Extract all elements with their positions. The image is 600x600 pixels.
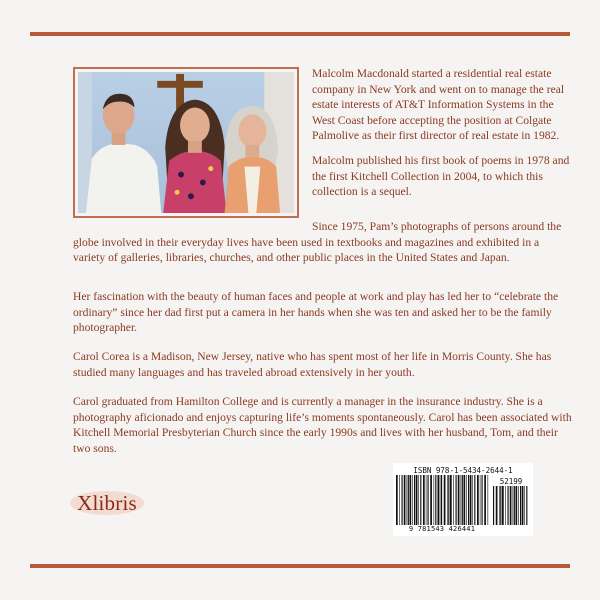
- barcode-bar: [435, 475, 436, 525]
- barcode-bar: [416, 475, 418, 525]
- barcode-bar: [514, 486, 515, 525]
- barcode-bar: [444, 475, 446, 525]
- xlibris-logo: [68, 487, 146, 519]
- barcode-bar: [474, 475, 475, 525]
- barcode-bar: [466, 475, 467, 525]
- top-rule: [30, 32, 570, 36]
- barcode-bar: [408, 475, 409, 525]
- bio-paragraph-pam-fascination: Her fascination with the beauty of human faces and people at work and play has led her to “celebrate the ordinary” since her dad first put a camera in her hands when she was ten and asked her to be the family photographer.: [73, 290, 559, 335]
- price-code: 52199: [499, 477, 523, 486]
- barcode-bar: [522, 486, 524, 525]
- barcode-bar: [423, 475, 425, 525]
- barcode-bar: [396, 475, 398, 525]
- barcode-bar: [500, 486, 501, 525]
- barcode-bar: [410, 475, 412, 525]
- bio-paragraph-malcolm-career: Malcolm Macdonald started a residential real estate company in New York and went on to manage the real estate interests of AT&T Information Systems in the West Coast before accepting the position at Colgate Palmolive as their first director of real estate in 1982.: [312, 67, 565, 143]
- barcode-bar: [524, 486, 525, 525]
- bio-paragraph-carol-career: Carol graduated from Hamilton College and is currently a manager in the insurance industry. She is a photography aficionado and enjoys capturing life’s moments spontaneously. Carol has been associated with Kitchell Memorial Presbyterian Church since the early 1990s and lives with her husband, Tom, and their two sons.: [73, 395, 572, 455]
- barcode-bar: [412, 475, 413, 525]
- barcode-bar: [505, 486, 506, 525]
- barcode-bar: [430, 475, 432, 525]
- isbn-label: ISBN 978-1-5434-2644-1: [413, 466, 513, 475]
- barcode-bar: [480, 475, 481, 525]
- ean-digits: 9 781543 426441: [408, 525, 476, 533]
- isbn-barcode: [393, 463, 533, 536]
- barcode-bar: [448, 475, 449, 525]
- price-barcode-bars: [493, 486, 529, 525]
- barcode-bar: [441, 475, 442, 525]
- barcode-bar: [508, 486, 509, 525]
- barcode-bar: [453, 475, 454, 525]
- barcode-bar: [518, 486, 519, 525]
- barcode-bar: [477, 475, 479, 525]
- barcode-bar: [499, 486, 500, 525]
- bio-paragraph-malcolm-books: Malcolm published his first book of poems in 1978 and the first Kitchell Collection in 2004, to which this collection is a sequel.: [312, 154, 570, 199]
- barcode-bar: [484, 475, 486, 525]
- barcode-bar: [426, 475, 427, 525]
- barcode-bar: [440, 475, 441, 525]
- barcode-bar: [414, 475, 415, 525]
- barcode-bar: [472, 475, 473, 525]
- barcode-bar: [447, 475, 448, 525]
- barcode-bar: [520, 486, 521, 525]
- bio-paragraph-pam-photography: Since 1975, Pam’s photographs of persons around the globe involved in their everyday lives have been used in textbooks and magazines and exhibited in a variety of galleries, libraries, churches, and other public places in the United States and Japan.: [73, 220, 562, 265]
- barcode-bar: [434, 475, 435, 525]
- barcode-bar: [399, 475, 400, 525]
- barcode-bar: [502, 486, 504, 525]
- barcode-bar: [516, 486, 518, 525]
- barcode-bar: [418, 475, 419, 525]
- barcode-bar: [526, 486, 527, 525]
- barcode-bar: [407, 475, 408, 525]
- barcode-bar: [482, 475, 483, 525]
- barcode-bar: [456, 475, 457, 525]
- barcode-bar: [404, 475, 406, 525]
- barcode-bar: [462, 475, 463, 525]
- barcode-bar: [493, 486, 494, 525]
- barcode-bar: [450, 475, 452, 525]
- barcode-bar: [402, 475, 403, 525]
- barcode-bar: [468, 475, 469, 525]
- bio-paragraph-carol-origin: Carol Corea is a Madison, New Jersey, native who has spent most of her life in Morris County. She has studied many languages and has traveled abroad extensively in her youth.: [73, 350, 552, 379]
- barcode-bar: [461, 475, 462, 525]
- ean-barcode-bars: [396, 475, 489, 525]
- barcode-bar: [464, 475, 466, 525]
- barcode-bar: [428, 475, 429, 525]
- barcode-bar: [510, 486, 512, 525]
- author-photo: [73, 67, 299, 218]
- bottom-rule: [30, 564, 570, 568]
- barcode-bar: [470, 475, 472, 525]
- barcode-bar: [513, 486, 514, 525]
- barcode-bar: [438, 475, 440, 525]
- barcode-bar: [458, 475, 460, 525]
- author-photo-image: [78, 72, 294, 213]
- logo-text: Xlibris: [77, 491, 137, 515]
- barcode-bar: [420, 475, 421, 525]
- barcode-bar: [496, 486, 498, 525]
- barcode-bar: [488, 475, 489, 525]
